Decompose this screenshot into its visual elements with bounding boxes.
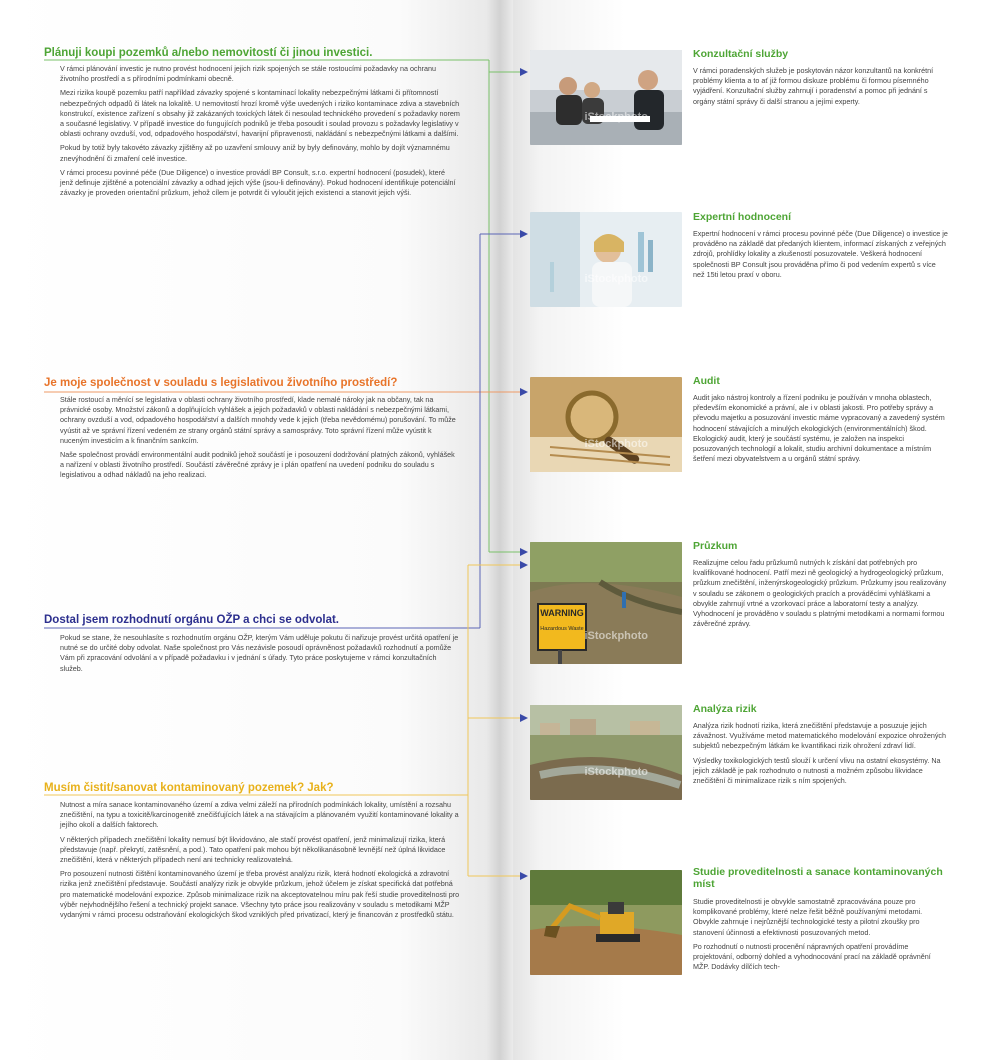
excavator-image — [530, 870, 682, 975]
photo-lab-scientist — [530, 212, 682, 307]
paragraph: Realizujme celou řadu průzkumů nutných k získání dat potřebných pro kvalifikované hodnocení. Patří mezi ně geologický a hydrogeologický průzkum, průzkum znečištění, inženýrskogeologický průzkum. Průzkumy jsou realizovány v souladu se zákonem o geologických pracích a prováděcími vyhláškami a obvykle zahrnují vrtné a vzorkovací práce a laboratorní testy a analýzy. Vyhodnocení je prováděno v souladu s platnými metodikami a normami formou závěrečné zprávy. — [693, 558, 947, 629]
warning-sign-title: WARNING — [540, 608, 584, 618]
paragraph: Nutnost a míra sanace kontaminovaného území a zdiva velmi záleží na přírodních podmínkách lokality, umístění a rozsahu znečištění, na typu a toxicitě/karcinogenitě znečišťujících látek a na stávajícím a plánovaném využití kontaminované lokality a jejího okolí a dalších faktorech. — [60, 800, 459, 830]
watermark: iStockphoto — [584, 273, 648, 285]
photo-magnifier — [530, 377, 682, 472]
question-body-legislation — [60, 395, 460, 485]
photo-polluted-canal — [530, 705, 682, 800]
service-heading-consulting: Konzultační služby — [693, 48, 789, 60]
warning-sign-line: Hazardous Waste — [540, 626, 584, 632]
paragraph: V rámci poradenských služeb je poskytován názor konzultantů na konkrétní problémy klienta a to ať již formou diskuze problému či formou písemného vyjádření. Konzultační služby zahrnují i poradenství a pomoc při jednání s orgány státní správy či další stranou a jejími experty. — [693, 66, 934, 106]
service-body-audit — [693, 393, 948, 468]
paragraph: Pro posouzení nutnosti čištění kontaminovaného území je třeba provést analýzu rizik, která hodnotí ekologická a zdravotní rizika jenž znečištění představuje. Součástí analýzy rizik je obvykle průzkum, jehož účelem je získat specifická dat potřebná pro matematické modelování expozice. Způsob minimalizace rizik na akceptovatelnou míru pak řeší studie proveditelnosti pro výběr nejvhodnějšího řešení a technický projekt sanace. Všechny tyto práce jsou realizovány v souladu s metodikami MŽP vydanými v rámci procesu odstraňování ekologických škod vzniklých před privatizací, který je financován z prostředků státu. — [60, 869, 460, 920]
service-body-consulting — [693, 66, 948, 111]
paragraph: Po rozhodnutí o nutnosti procenění nápravných opatření provádíme projektování, odborný dohled a vyhodnocování prací na základě oprávnění MŽP. Dodávky dílčích tech- — [693, 941, 931, 972]
paragraph: Naše společnost provádí environmentální audit podniků jehož součástí je i posouzení dodržování platných zákonů, vyhlášek a nařízení v oblasti životního prostředí. Součástí závěrečné zprávy je i plán opatření na uvedení podniku do souladu s legislativou a odhad nákladů na jeho realizaci. — [60, 450, 455, 480]
question-heading-appeal: Dostal jsem rozhodnutí orgánu OŽP a chci se odvolat. — [44, 614, 340, 626]
meeting-image — [530, 50, 682, 145]
photo-excavator — [530, 870, 682, 975]
photo-hazard-site — [530, 542, 682, 664]
watermark: iStockphoto — [584, 438, 648, 450]
service-body-expert-assessment — [693, 229, 948, 284]
paragraph: Pokud se stane, že nesouhlasíte s rozhodnutím orgánu OŽP, kterým Vám uděluje pokutu či nařizuje provést určitá opatření je nutné se do určité doby odvolat. Naše společnost pro Vás nezávisle posoudí oprávněnost požadavků rozhodnutí a pomůže Vám při zpracování odvolání a v případě požadavku i v jednání s úřady. Tyto práce poskytujeme v rámci konzultačních služeb. — [60, 633, 459, 673]
paragraph: Analýza rizik hodnotí rizika, která znečištění představuje a posuzuje jejich závažnost. Využíváme metod matematického modelování expozice ohrožených subjektů nebezpečným látkám ke kvantifikaci rizik ohrožení zdraví lidí. — [693, 721, 947, 751]
paragraph: Audit jako nástroj kontroly a řízení podniku je používán v mnoha oblastech, především ekonomické a právní, ale i v oblasti jakosti. Pro potřeby správy a převodu majetku a posuzování investic máme vypracovaný a zavedený systém hodnocení stávajících a minulých ekologických (environmentálních) škod. Ekologický audit, který je součástí systému, je založen na inspekci posuzovaných technologií a lokalit, studiu archivní dokumentace a místním šetření mezi obyvatelstvem a u orgánů státní správy. — [693, 393, 945, 464]
watermark: iStockphoto — [584, 630, 648, 642]
service-heading-risk-analysis: Analýza rizik — [693, 703, 757, 715]
lab-image — [530, 212, 682, 307]
paragraph: Pokud by totiž byly takovéto závazky zjištěny až po uzavření smlouvy aniž by byly definovány, mohlo by dojít významnému znevýhodnění či zmaření celé investice. — [60, 143, 450, 163]
paragraph: V rámci procesu povinné péče (Due Diligence) o investice provádí BP Consult, s.r.o. expertní hodnocení (posudek), které jenž definuje zjištěné a potenciální závazky a odhad jejich výše (jsou-li definovány). Pokud hodnocení identifikuje potenciální závazky je proveden orientační průzkum, jehož cílem je potvrdit či vyloučit jejich existenci a stanovit jejich výši. — [60, 167, 456, 198]
service-heading-feasibility-study: Studie proveditelnosti a sanace kontaminovaných míst — [693, 866, 943, 890]
service-body-survey — [693, 558, 948, 633]
question-body-investment — [60, 64, 460, 202]
page-gutter — [487, 0, 513, 1060]
paragraph: Výsledky toxikologických testů slouží k určení vlivu na ostatní ekosystémy. Na jejich základě je pak rozhodnuto o nutnosti a možném způsobu likvidace znečištění či minimalizace rizik s ním spojených. — [693, 755, 941, 786]
watermark: iStockphoto — [584, 766, 648, 778]
service-heading-expert-assessment: Expertní hodnocení — [693, 211, 792, 223]
question-body-appeal — [60, 633, 460, 678]
paragraph: Stále rostoucí a měnící se legislativa v oblasti ochrany životního prostředí, klade nemalé nároky jak na občany, tak na právnické osoby. Množství zákonů a doplňujících vyhlášek a jejich požadavků v oblasti nakládání s nebezpečnými látkami, ochrany ovzduší a vod, odpadového hospodářství a dalších mnohdy vede k jejich (třeba nevědomému) porušování. To může vyústit až ve správní řízení vedeném ze strany orgánů státní správy a samosprávy. Toto správní řízení může vyústit k nuceným investicím a k finančním sankcím. — [60, 395, 456, 445]
service-body-feasibility-study — [693, 897, 948, 976]
service-body-risk-analysis — [693, 721, 948, 790]
paragraph: V některých případech znečištění lokality nemusí být likvidováno, ale stačí provést opatření, jenž minimalizují rizika, která představuje (např. překrytí, zatěsnění, a pod.). Tato opatření pak mohou být několikanásobně levnější než úplná likvidace znečištění, která v některých případech není ani technicky realizovatelná. — [60, 834, 446, 865]
question-body-remediation — [60, 800, 460, 924]
question-heading-investment: Plánuji koupi pozemků a/nebo nemovitostí či jinou investici. — [44, 47, 373, 59]
magnifier-image — [530, 377, 682, 472]
photo-business-meeting — [530, 50, 682, 145]
hazard-site-image — [530, 542, 682, 664]
service-heading-survey: Průzkum — [693, 540, 738, 552]
paragraph: V rámci plánování investic je nutno provést hodnocení jejich rizik spojených se stále rostoucími požadavky na ochranu životního prostředí a s přírodními podmínkami obecně. — [60, 64, 436, 84]
service-heading-audit: Audit — [693, 375, 720, 387]
watermark: iStockphoto — [584, 111, 648, 123]
question-heading-legislation: Je moje společnost v souladu s legislativou životního prostředí? — [44, 377, 398, 389]
paragraph: Mezi rizika koupě pozemku patří například závazky spojené s kontaminací lokality nebezpečnými látkami či přítomností nebezpečných odpadů či látek na lokalitě. U nemovitostí hrozí kromě výše uvedených i riziko kontaminace zdiva a stavebních konstrukcí, existence zařízení s obsahy již zakázaných toxických látek či nesoulad technického provedení s požadavky norem a současné legislativy. V případě investice do fungujících podniků je třeba posoudit i soulad provozu s požadavky legislativy v oblasti ochrany ovzduší, vod, odpadového hospodářství, havarijní připravenosti, nakládání s nebezpečnými látkami a dalšími. — [60, 88, 460, 139]
question-heading-remediation: Musím čistit/sanovat kontaminovaný pozemek? Jak? — [44, 782, 334, 794]
paragraph: Studie proveditelnosti je obvykle samostatně zpracovávána pouze pro komplikované problémy, které nelze řešit běžně používanými metodami. Obvykle zahrnuje i nejrůznější technologické testy a pilotní zkoušky pro stanovení účinnosti a efektivnosti posuzovaných metod. — [693, 897, 923, 937]
canal-image — [530, 705, 682, 800]
paragraph: Expertní hodnocení v rámci procesu povinné péče (Due Diligence) o investice je prováděno na základě dat předaných klientem, informací získaných z veřejných zdrojů, prohlídky lokality a zkušeností posuzovatele. Veškerá hodnocení společnosti BP Consult jsou prováděna přímo či pod vedením expertů s více než 15ti letou praxí v oboru. — [693, 229, 948, 279]
